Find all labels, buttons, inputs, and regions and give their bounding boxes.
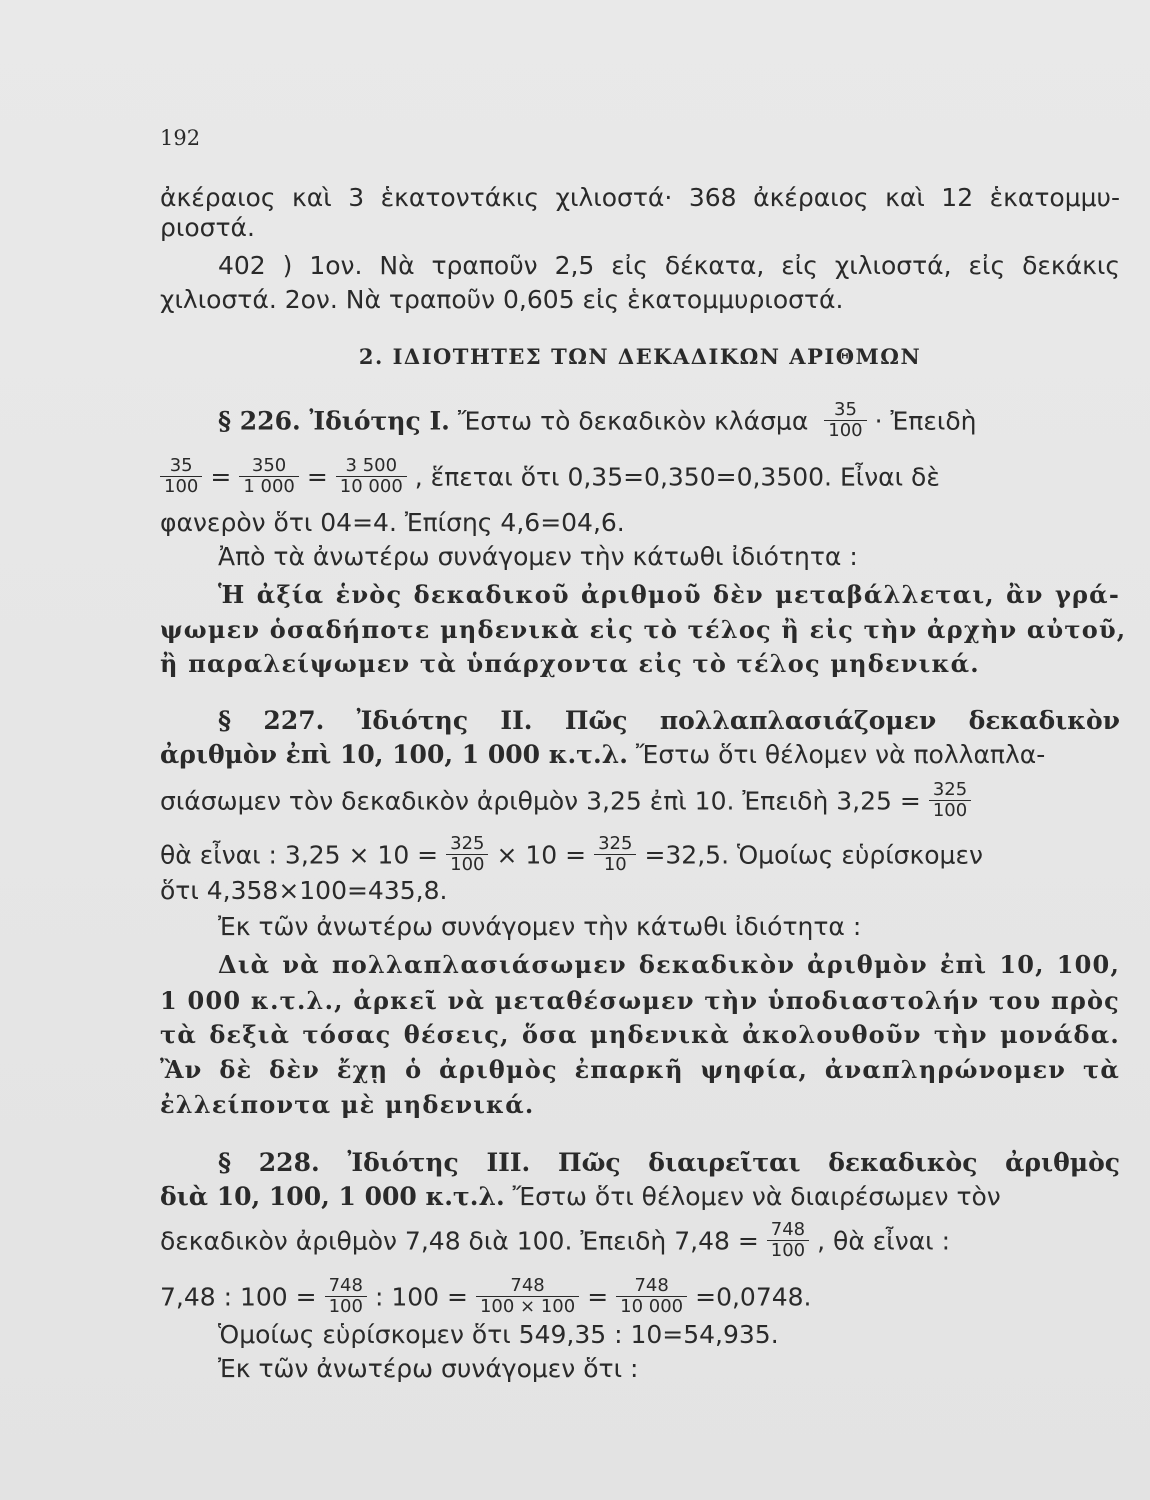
rule-text-line: Διὰ νὰ πολλαπλασιάσωμεν δεκαδικὸν ἀριθμὸν ἐπὶ 10, 100,: [218, 950, 1120, 979]
text-span: ἀριθμὸν ἐπὶ 10, 100, 1 000 κ.τ.λ.: [160, 740, 628, 769]
text-span: Ἔστω ὅτι θέλομεν νὰ διαιρέσωμεν τὸν: [512, 1182, 1001, 1211]
text-span: διὰ 10, 100, 1 000 κ.τ.λ.: [160, 1182, 505, 1211]
text-span: θὰ εἶναι : 3,25 × 10 =: [160, 840, 439, 870]
fraction-denominator: 10 000: [620, 1296, 684, 1317]
text-line: Ἐκ τῶν ἀνωτέρω συνάγομεν ὅτι :: [218, 1354, 639, 1383]
section-heading: 2. ΙΔΙΟΤΗΤΕΣ ΤΩΝ ΔΕΚΑΔΙΚΩΝ ΑΡΙΘΜΩΝ: [358, 344, 922, 369]
text-span: · Ἐπειδὴ: [874, 406, 977, 436]
rule-text-line: Ἡ ἀξία ἑνὸς δεκαδικοῦ ἀριθμοῦ δὲν μεταβάλλεται, ἂν γρά-: [218, 580, 1120, 609]
fraction-numerator: 748: [616, 1276, 687, 1297]
fraction-denominator: 100: [932, 800, 968, 821]
fraction-numerator: 350: [239, 456, 299, 477]
fraction-denominator: 100: [164, 476, 199, 497]
fraction-denominator: 100: [770, 1240, 806, 1261]
page-number: 192: [160, 126, 201, 150]
fraction: [446, 834, 488, 875]
fraction: [767, 1220, 809, 1261]
fraction: [336, 456, 407, 497]
fraction-denominator: 100: [450, 854, 485, 875]
paragraph-227-line-3: [160, 779, 1120, 823]
fraction-numerator: 325: [446, 834, 488, 855]
text-line: ριοστά.: [160, 213, 255, 242]
text-span: : 100 =: [374, 1282, 468, 1312]
text-span: δεκαδικὸν ἀριθμὸν 7,48 διὰ 100. Ἐπειδὴ 7,48 =: [160, 1226, 759, 1256]
paragraph-226-line-1: [218, 399, 1120, 443]
rule-text-line: τὰ δεξιὰ τόσας θέσεις, ὅσα μηδενικὰ ἀκολουθοῦν τὴν μονάδα.: [160, 1020, 1120, 1049]
paragraph-228-line-2: [160, 1180, 1120, 1214]
fraction-numerator: 748: [767, 1220, 809, 1241]
rule-text-line: Ἂν δὲ δὲν ἔχῃ ὁ ἀριθμὸς ἐπαρκῆ ψηφία, ἀναπληρώνομεν τὰ: [160, 1055, 1120, 1084]
fraction: [160, 456, 202, 497]
fraction-numerator: 35: [824, 400, 866, 421]
section-228-title: § 228. Ἰδιότης ΙΙΙ. Πῶς διαιρεῖται δεκαδικὸς ἀριθμὸς: [218, 1148, 1120, 1177]
paragraph-227-line-2: [160, 738, 1120, 772]
paragraph-228-line-3: [160, 1219, 1120, 1263]
text-span: Ἔστω ὅτι θέλομεν νὰ πολλαπλα-: [635, 740, 1046, 769]
fraction-numerator: 748: [325, 1276, 367, 1297]
text-span: σιάσωμεν τὸν δεκαδικὸν ἀριθμὸν 3,25 ἐπὶ 10. Ἐπειδὴ 3,25 =: [160, 786, 921, 816]
fraction-numerator: 748: [476, 1276, 579, 1297]
fraction: [616, 1276, 687, 1317]
rule-text-line: 1 000 κ.τ.λ., ἀρκεῖ νὰ μεταθέσωμεν τὴν ὑποδιαστολήν του πρὸς: [160, 986, 1120, 1015]
rule-text-line: ἐλλείποντα μὲ μηδενικά.: [160, 1090, 535, 1119]
paragraph-226-line-2: [160, 455, 1120, 499]
text-line: Ὁμοίως εὑρίσκομεν ὅτι 549,35 : 10=54,935.: [218, 1320, 779, 1349]
fraction-numerator: 325: [594, 834, 636, 855]
text-span: , ἕπεται ὅτι 0,35=0,350=0,3500. Εἶναι δὲ: [414, 462, 940, 492]
text-span: , θὰ εἶναι :: [817, 1226, 951, 1256]
section-227-title: § 227. Ἰδιότης ΙΙ. Πῶς πολλαπλασιάζομεν δεκαδικὸν: [218, 706, 1120, 735]
fraction-numerator: 35: [160, 456, 202, 477]
rule-text-line: ἢ παραλείψωμεν τὰ ὑπάρχοντα εἰς τὸ τέλος μηδενικά.: [160, 649, 980, 678]
fraction: [476, 1276, 579, 1317]
text-line: ἀκέραιος καὶ 3 ἑκατοντάκις χιλιοστά· 368 ἀκέραιος καὶ 12 ἑκατομμυ-: [160, 183, 1120, 212]
text-span: Ἔστω τὸ δεκαδικὸν κλάσμα: [457, 406, 809, 436]
text-line: ὅτι 4,358×100=435,8.: [160, 876, 448, 905]
text-span: =32,5. Ὁμοίως εὑρίσκομεν: [644, 840, 983, 870]
text-span: × 10 =: [496, 840, 587, 870]
text-line: 402 ) 1ον. Νὰ τραποῦν 2,5 εἰς δέκατα, εἰς χιλιοστά, εἰς δεκάκις: [218, 251, 1120, 280]
fraction-denominator: 100: [828, 420, 863, 441]
fraction: [239, 456, 299, 497]
fraction-denominator: 100 × 100: [479, 1296, 576, 1317]
fraction: [594, 834, 636, 875]
fraction-denominator: 100: [328, 1296, 363, 1317]
equals-sign: =: [210, 462, 232, 492]
paragraph-227-line-4: [160, 833, 1120, 877]
fraction: [325, 1276, 367, 1317]
fraction-numerator: 3 500: [336, 456, 407, 477]
text-line: χιλιοστά. 2ον. Νὰ τραποῦν 0,605 εἰς ἑκατομμυριοστά.: [160, 285, 844, 314]
equals-sign: =: [587, 1282, 609, 1312]
paragraph-228-line-4: [160, 1275, 1120, 1319]
fraction: [824, 400, 866, 441]
equals-sign: =: [306, 462, 328, 492]
rule-text-line: ψωμεν ὁσαδήποτε μηδενικὰ εἰς τὸ τέλος ἢ εἰς τὴν ἀρχὴν αὐτοῦ,: [160, 615, 1127, 644]
text-line: Ἀπὸ τὰ ἀνωτέρω συνάγομεν τὴν κάτωθι ἰδιότητα :: [218, 542, 858, 571]
fraction: [929, 780, 971, 821]
text-span: 7,48 : 100 =: [160, 1282, 317, 1312]
text-span: =0,0748.: [695, 1282, 812, 1312]
fraction-denominator: 10: [603, 854, 627, 875]
fraction-denominator: 10 000: [339, 476, 403, 497]
text-line: φανερὸν ὅτι 04=4. Ἐπίσης 4,6=04,6.: [160, 508, 625, 537]
fraction-numerator: 325: [929, 780, 971, 801]
text-line: Ἐκ τῶν ἀνωτέρω συνάγομεν τὴν κάτωθι ἰδιότητα :: [218, 912, 862, 941]
section-226-title: § 226. Ἰδιότης Ι.: [218, 406, 450, 436]
fraction-denominator: 1 000: [243, 476, 295, 497]
